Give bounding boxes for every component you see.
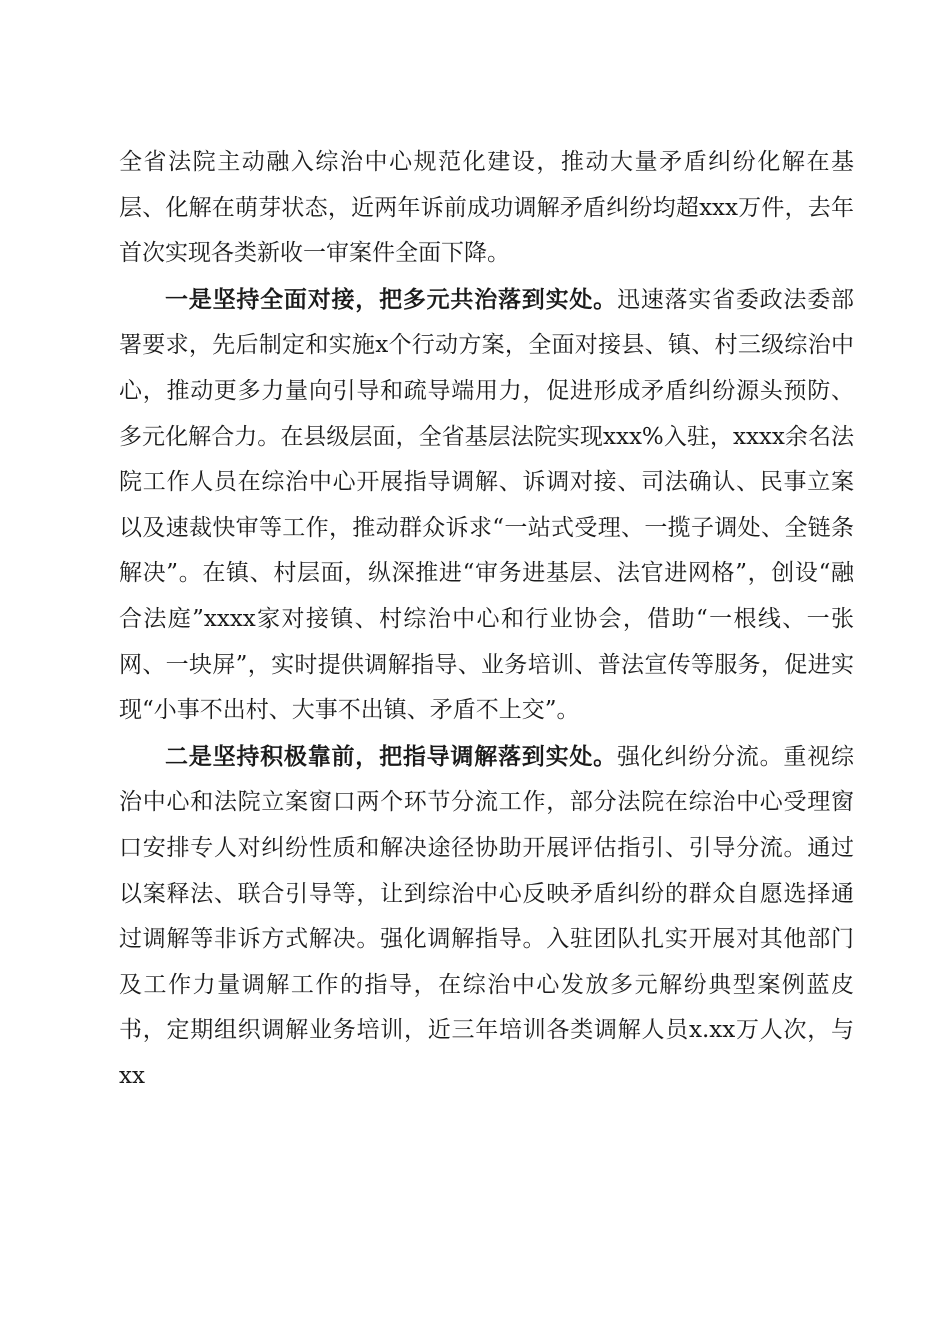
paragraph-intro-text: 全省法院主动融入综治中心规范化建设，推动大量矛盾纠纷化解在基层、化解在萌芽状态，近两年诉前成功调解矛盾纠纷均超xxx万件，去年首次实现各类新收一审案件全面下降。 (119, 149, 854, 267)
paragraph-point-two-heading: 二是坚持积极靠前，把指导调解落到实处。 (165, 742, 617, 770)
paragraph-point-one-heading: 一是坚持全面对接，把多元共治落到实处。 (165, 285, 617, 313)
paragraph-point-two (119, 734, 854, 1100)
document-body (119, 140, 854, 1099)
paragraph-point-one (119, 277, 854, 734)
paragraph-intro (119, 140, 854, 277)
paragraph-point-one-text: 迅速落实省委政法委部署要求，先后制定和实施x个行动方案，全面对接县、镇、村三级综治中心，推动更多力量向引导和疏导端用力，促进形成矛盾纠纷源头预防、多元化解合力。在县级层面，全省基层法院实现xxx%入驻，xxxx余名法院工作人员在综治中心开展指导调解、诉调对接、司法确认、民事立案以及速裁快审等工作，推动群众诉求“一站式受理、一揽子调处、全链条解决”。在镇、村层面，纵深推进“审务进基层、法官进网格”，创设“融合法庭”xxxx家对接镇、村综治中心和行业协会，借助“一根线、一张网、一块屏”，实时提供调解指导、业务培训、普法宣传等服务，促进实现“小事不出村、大事不出镇、矛盾不上交”。 (119, 286, 855, 724)
paragraph-point-two-text: 强化纠纷分流。重视综治中心和法院立案窗口两个环节分流工作，部分法院在综治中心受理窗口安排专人对纠纷性质和解决途径协助开展评估指引、引导分流。通过以案释法、联合引导等，让到综治中心反映矛盾纠纷的群众自愿选择通过调解等非诉方式解决。强化调解指导。入驻团队扎实开展对其他部门及工作力量调解工作的指导，在综治中心发放多元解纷典型案例蓝皮书，定期组织调解业务培训，近三年培训各类调解人员x.xx万人次，与xx (119, 743, 855, 1089)
